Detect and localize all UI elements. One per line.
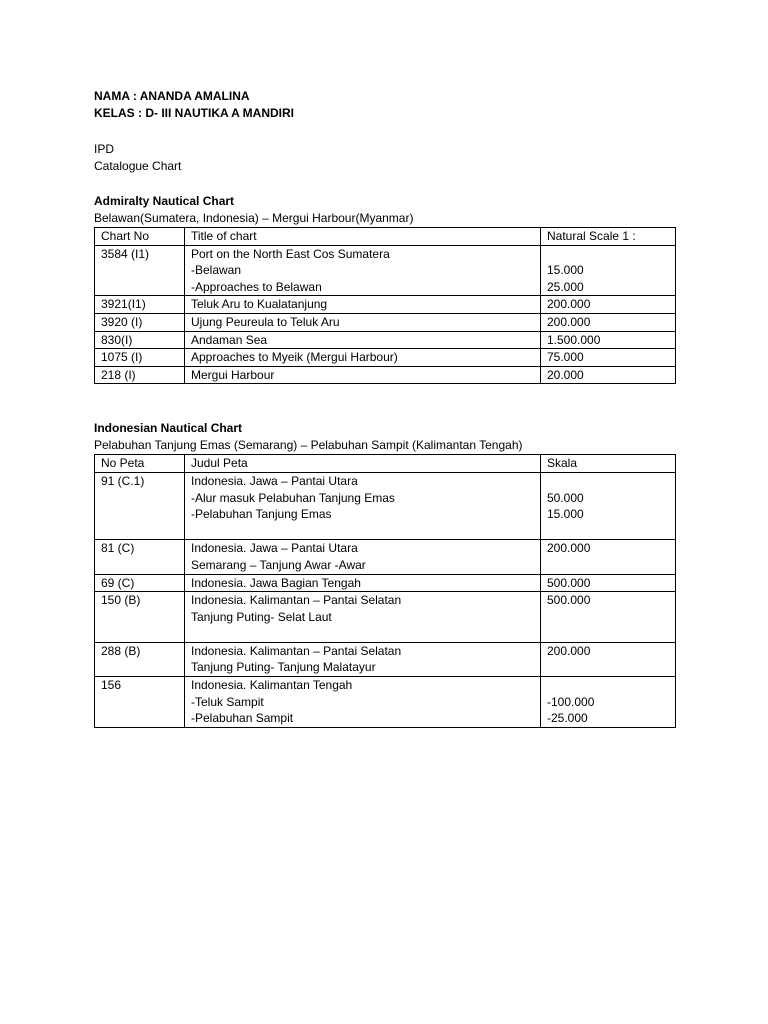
student-name: NAMA : ANANDA AMALINA <box>94 89 250 103</box>
chart-scale-cell <box>541 540 676 574</box>
chart-title-line: -Teluk Sampit <box>191 694 264 709</box>
chart-scale-value: 15.000 <box>547 507 584 522</box>
chart-title-line: Indonesia. Kalimantan Tengah <box>191 678 353 693</box>
chart-title-line: Tanjung Puting- Tanjung Malatayur <box>191 660 376 675</box>
chart-number-cell <box>95 642 185 676</box>
chart-title-cell <box>185 642 541 676</box>
chart-number: 150 (B) <box>101 593 141 608</box>
chart-title-cell <box>185 677 541 728</box>
chart-title-cell <box>185 592 541 643</box>
chart-title-line: Indonesia. Kalimantan – Pantai Selatan <box>191 593 402 608</box>
student-class: KELAS : D- III NAUTIKA A MANDIRI <box>94 106 294 120</box>
chart-title-cell <box>185 331 541 349</box>
chart-title-line: Teluk Aru to Kualatanjung <box>191 297 328 312</box>
chart-scale-value: 200.000 <box>547 297 591 312</box>
chart-title-cell <box>185 472 541 539</box>
chart-title-line: -Belawan <box>191 263 242 278</box>
chart-scale-value: 200.000 <box>547 314 591 329</box>
column-header: Natural Scale 1 : <box>541 228 676 246</box>
chart-title-line: -Alur masuk Pelabuhan Tanjung Emas <box>191 490 395 505</box>
chart-number-cell <box>95 592 185 643</box>
chart-scale-cell <box>541 642 676 676</box>
chart-title-line: -Pelabuhan Sampit <box>191 711 294 726</box>
chart-title-line: Andaman Sea <box>191 332 268 347</box>
chart-scale-cell <box>541 313 676 331</box>
chart-number-cell <box>95 540 185 574</box>
chart-scale-value: 200.000 <box>547 643 591 658</box>
table-row <box>95 245 676 296</box>
chart-number: 288 (B) <box>101 643 141 658</box>
chart-title-line: Ujung Peureula to Teluk Aru <box>191 314 340 329</box>
chart-title-cell <box>185 540 541 574</box>
chart-scale-value: -25.000 <box>547 711 588 726</box>
table-row <box>95 677 676 728</box>
chart-number: 3921(I1) <box>101 297 146 312</box>
document-page <box>94 88 676 728</box>
table-header-row <box>95 228 676 246</box>
blank-line <box>191 523 534 540</box>
chart-title-cell <box>185 296 541 314</box>
chart-number-cell <box>95 366 185 384</box>
chart-scale-value: 15.000 <box>547 263 584 278</box>
chart-title-line: Port on the North East Cos Sumatera <box>191 246 390 261</box>
chart-number: 830(I) <box>101 332 133 347</box>
chart-number: 91 (C.1) <box>101 473 145 488</box>
column-header: Judul Peta <box>185 455 541 473</box>
chart-number-cell <box>95 245 185 296</box>
table-row <box>95 296 676 314</box>
chart-scale-value <box>547 473 669 490</box>
table-row <box>95 642 676 676</box>
chart-number-cell <box>95 677 185 728</box>
chart-number-cell <box>95 472 185 539</box>
chart-title-line: Indonesia. Jawa – Pantai Utara <box>191 473 358 488</box>
chart-number-cell <box>95 331 185 349</box>
table-row <box>95 592 676 643</box>
catalogue-label: Catalogue Chart <box>94 159 182 173</box>
chart-title-line: Indonesia. Kalimantan – Pantai Selatan <box>191 643 402 658</box>
admiralty-table <box>94 227 676 384</box>
chart-title-line: Indonesia. Jawa Bagian Tengah <box>191 575 361 590</box>
table-row <box>95 472 676 539</box>
column-header: Chart No <box>95 228 185 246</box>
chart-number: 3584 (I1) <box>101 246 150 261</box>
chart-scale-value: 75.000 <box>547 350 584 365</box>
table-row <box>95 331 676 349</box>
chart-number-cell <box>95 313 185 331</box>
chart-scale-value: 1.500.000 <box>547 332 601 347</box>
chart-scale-cell <box>541 349 676 367</box>
admiralty-section-title: Admiralty Nautical Chart <box>94 194 235 208</box>
chart-scale-cell <box>541 677 676 728</box>
chart-scale-value <box>547 246 669 263</box>
chart-number: 218 (I) <box>101 367 136 382</box>
chart-scale-value: 500.000 <box>547 575 591 590</box>
chart-title-line: Mergui Harbour <box>191 367 275 382</box>
chart-title-line: Indonesia. Jawa – Pantai Utara <box>191 541 358 556</box>
table-row <box>95 540 676 574</box>
indonesian-table <box>94 454 676 728</box>
chart-scale-cell <box>541 592 676 643</box>
chart-scale-value: 500.000 <box>547 593 591 608</box>
chart-title-cell <box>185 574 541 592</box>
table-row <box>95 574 676 592</box>
chart-title-cell <box>185 245 541 296</box>
admiralty-route: Belawan(Sumatera, Indonesia) – Mergui Harbour(Myanmar) <box>94 211 414 225</box>
chart-scale-value: 200.000 <box>547 541 591 556</box>
column-header: No Peta <box>95 455 185 473</box>
chart-scale-value <box>547 677 669 694</box>
subject-label: IPD <box>94 142 115 156</box>
chart-scale-value: 50.000 <box>547 490 584 505</box>
chart-number: 3920 (I) <box>101 314 143 329</box>
chart-number-cell <box>95 296 185 314</box>
column-header: Title of chart <box>185 228 541 246</box>
chart-scale-cell <box>541 574 676 592</box>
chart-scale-cell <box>541 296 676 314</box>
table-header-row <box>95 455 676 473</box>
chart-title-cell <box>185 366 541 384</box>
indonesian-section-title: Indonesian Nautical Chart <box>94 421 243 436</box>
chart-title-line: -Approaches to Belawan <box>191 279 322 294</box>
chart-scale-cell <box>541 245 676 296</box>
chart-number: 1075 (I) <box>101 350 143 365</box>
table-row <box>95 313 676 331</box>
chart-number: 81 (C) <box>101 541 135 556</box>
chart-number: 156 <box>101 678 122 693</box>
blank-line <box>191 625 534 642</box>
chart-number-cell <box>95 349 185 367</box>
chart-title-line: Tanjung Puting- Selat Laut <box>191 609 332 624</box>
chart-title-line: Approaches to Myeik (Mergui Harbour) <box>191 350 398 365</box>
chart-scale-cell <box>541 472 676 539</box>
table-row <box>95 366 676 384</box>
chart-title-line: Semarang – Tanjung Awar -Awar <box>191 557 366 572</box>
chart-scale-cell <box>541 331 676 349</box>
chart-number-cell <box>95 574 185 592</box>
chart-scale-value: 20.000 <box>547 367 584 382</box>
chart-scale-cell <box>541 366 676 384</box>
chart-scale-value: -100.000 <box>547 694 595 709</box>
indonesian-route: Pelabuhan Tanjung Emas (Semarang) – Pelabuhan Sampit (Kalimantan Tengah) <box>94 438 523 453</box>
chart-scale-value: 25.000 <box>547 279 584 294</box>
column-header: Skala <box>541 455 676 473</box>
chart-title-line: -Pelabuhan Tanjung Emas <box>191 507 332 522</box>
chart-title-cell <box>185 313 541 331</box>
chart-number: 69 (C) <box>101 575 135 590</box>
table-row <box>95 349 676 367</box>
chart-title-cell <box>185 349 541 367</box>
